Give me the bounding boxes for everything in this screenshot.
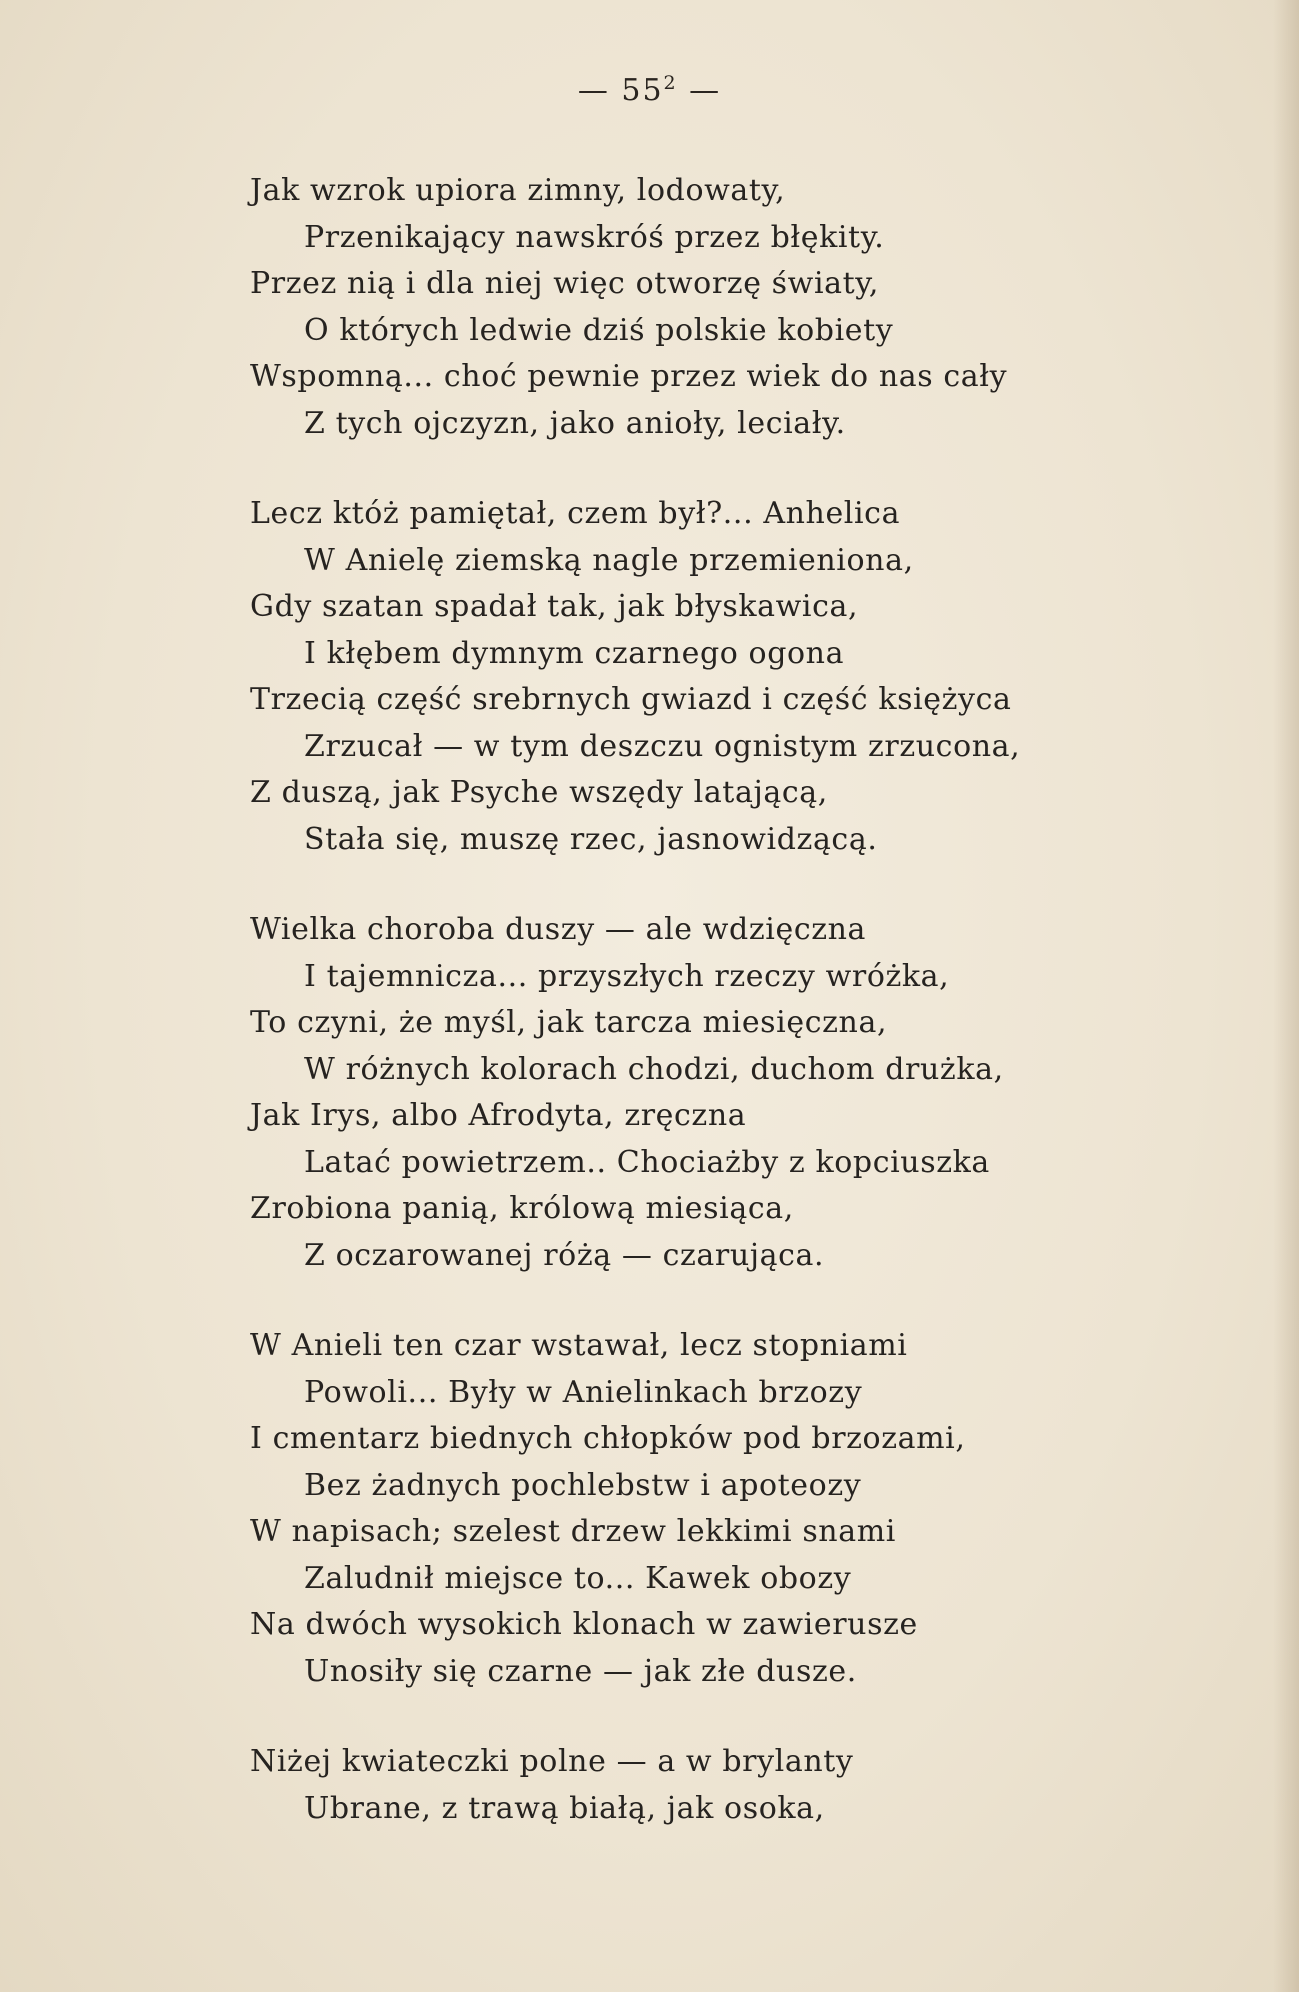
- verse-line: Wspomną... choć pewnie przez wiek do nas cały: [250, 359, 1008, 394]
- verse-line: Z duszą, jak Psyche wszędy latającą,: [250, 775, 828, 810]
- stanza: [250, 1739, 1250, 1832]
- verse-line: Stała się, muszę rzec, jasnowidzącą.: [304, 821, 878, 857]
- verse-line: W Anielę ziemską nagle przemieniona,: [304, 542, 914, 578]
- verse-line: Z tych ojczyzn, jako anioły, leciały.: [304, 405, 846, 441]
- verse-line: Jak wzrok upiora zimny, lodowaty,: [250, 173, 786, 208]
- stanza: [250, 168, 1250, 447]
- verse-line: To czyni, że myśl, jak tarcza miesięczna,: [250, 1005, 888, 1040]
- verse-line: Ubrane, z trawą białą, jak osoka,: [304, 1790, 825, 1826]
- verse-line: Z oczarowanej różą — czarująca.: [304, 1237, 825, 1273]
- verse-line: Powoli... Były w Anielinkach brzozy: [304, 1374, 863, 1410]
- verse-line: Zrobiona panią, królową miesiąca,: [250, 1191, 794, 1226]
- verse-line: Zrzucał — w tym deszczu ognistym zrzucona,: [304, 728, 1021, 764]
- verse-line: Bez żadnych pochlebstw i apoteozy: [304, 1467, 862, 1503]
- page-number: [0, 72, 1299, 108]
- page-number-value: 55: [621, 73, 664, 108]
- page-edge-shadow: [1273, 0, 1299, 1992]
- verse-line: Niżej kwiateczki polne — a w brylanty: [250, 1744, 854, 1779]
- page-number-dash-left: —: [577, 73, 622, 108]
- verse-line: Przenikający nawskróś przez błękity.: [304, 219, 885, 255]
- verse-line: W napisach; szelest drzew lekkimi snami: [250, 1514, 896, 1549]
- verse-line: O których ledwie dziś polskie kobiety: [304, 312, 894, 348]
- stanza: [250, 907, 1250, 1279]
- verse-line: Przez nią i dla niej więc otworzę światy,: [250, 266, 879, 301]
- verse-line: Na dwóch wysokich klonach w zawierusze: [250, 1607, 918, 1642]
- page-number-dash-right: —: [677, 73, 722, 108]
- stanza: [250, 1323, 1250, 1695]
- verse-line: Unosiły się czarne — jak złe dusze.: [304, 1653, 857, 1689]
- stanza: [250, 491, 1250, 863]
- page-number-superscript: 2: [663, 72, 678, 94]
- verse-line: Wielka choroba duszy — ale wdzięczna: [250, 912, 867, 947]
- verse-line: I kłębem dymnym czarnego ogona: [304, 635, 845, 671]
- verse-line: W Anieli ten czar wstawał, lecz stopniami: [250, 1328, 908, 1363]
- verse-line: I tajemnicza... przyszłych rzeczy wróżka,: [304, 958, 950, 994]
- verse-line: Trzecią część srebrnych gwiazd i część księżyca: [250, 682, 1012, 717]
- verse-line: W różnych kolorach chodzi, duchom drużka,: [304, 1051, 1004, 1087]
- verse-line: Zaludnił miejsce to... Kawek obozy: [304, 1560, 852, 1596]
- verse-line: I cmentarz biednych chłopków pod brzozami,: [250, 1421, 966, 1456]
- verse-line: Lecz któż pamiętał, czem był?... Anhelica: [250, 496, 901, 531]
- poem-text: [250, 168, 1250, 1876]
- verse-line: Latać powietrzem.. Chociażby z kopciuszka: [304, 1144, 990, 1180]
- verse-line: Jak Irys, albo Afrodyta, zręczna: [250, 1098, 747, 1133]
- verse-line: Gdy szatan spadał tak, jak błyskawica,: [250, 589, 859, 624]
